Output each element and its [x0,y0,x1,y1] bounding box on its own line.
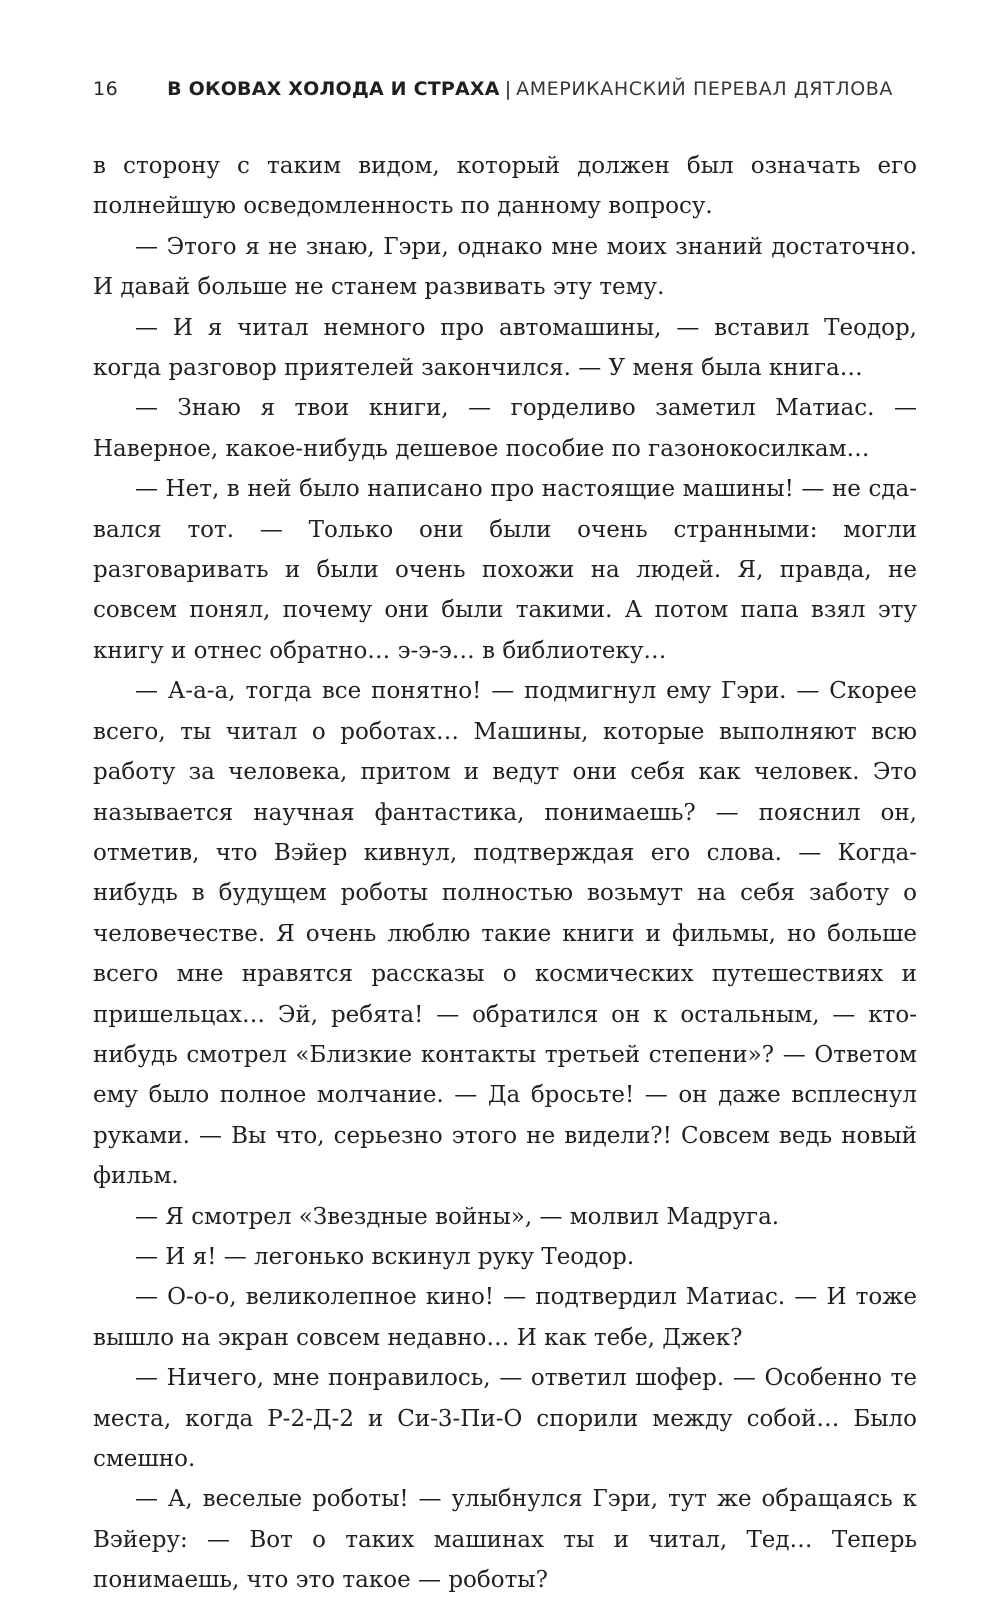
paragraph: — А-а-а, тогда все понятно! — подмигнул ему Гэри. — Скорее всего, ты читал о роботах… Машины, которые выполняют всю работу за человека, притом и ведут они себя как человек. Это называется научная фантастика, понимаешь? — пояснил он, отметив, что Вэйер кивнул, подтверждая его слова. — Когда-нибудь в будущем роботы полностью возьмут на себя заботу о человечестве. Я очень люблю такие книги и фильмы, но больше всего мне нравятся рассказы о космических путешествиях и пришельцах… Эй, ребята! — обратился он к остальным, — кто-нибудь смотрел «Близкие контакты третьей степени»? — Ответом ему было полное молчание. — Да бросьте! — он даже всплеснул руками. — Вы что, серьезно этого не видели?! Совсем ведь новый фильм. [93,678,917,1190]
paragraph: — Я смотрел «Звездные войны», — молвил Мадруга. [135,1203,780,1230]
paragraph: — И я читал немного про автомашины, — вставил Теодор, когда разговор приятелей закончился. — У меня была книга… [93,314,917,382]
paragraph: — Этого я не знаю, Гэри, однако мне моих знаний достаточно. И давай больше не станем развивать эту тему. [93,233,917,301]
paragraph: — О-о-о, великолепное кино! — подтвердил Матиас. — И тоже вышло на экран совсем недавно… И как тебе, Джек? [93,1284,917,1351]
paragraph: — Знаю я твои книги, — горделиво заметил Матиас. — Наверное, какое-нибудь дешевое пособие по газонокосилкам… [93,395,917,462]
paragraph: — А, веселые роботы! — улыбнулся Гэри, тут же обращаясь к Вэйеру: — Вот о таких машинах ты и читал, Тед… Теперь понимаешь, что это такое — роботы? [93,1486,917,1594]
running-header [93,74,893,104]
book-subtitle: АМЕРИКАНСКИЙ ПЕРЕВАЛ ДЯТЛОВА [516,78,893,100]
header-separator: | [504,78,512,100]
paragraph: в сторону с таким видом, который должен был означать его полнейшую осведомленность по данному вопросу. [93,153,917,220]
body-text [93,146,917,1601]
book-title: В ОКОВАХ ХОЛОДА И СТРАХА [167,78,500,100]
page-number: 16 [93,78,119,100]
paragraph: — Нет, в ней было написано про настоящие машины! — не сдавался тот. — Только они были очень странными: могли разговаривать и были очень похожи на людей. Я, правда, не совсем понял, почему они были такими. А потом папа взял эту книгу и отнес обратно… э-э-э… в библиотеку… [93,476,917,664]
paragraph: — Ничего, мне понравилось, — ответил шофер. — Особенно те места, когда Р-2-Д-2 и Си-3-Пи-О спорили между собой… Было смешно. [93,1365,917,1472]
paragraph: — И я! — легонько вскинул руку Теодор. [135,1243,635,1270]
